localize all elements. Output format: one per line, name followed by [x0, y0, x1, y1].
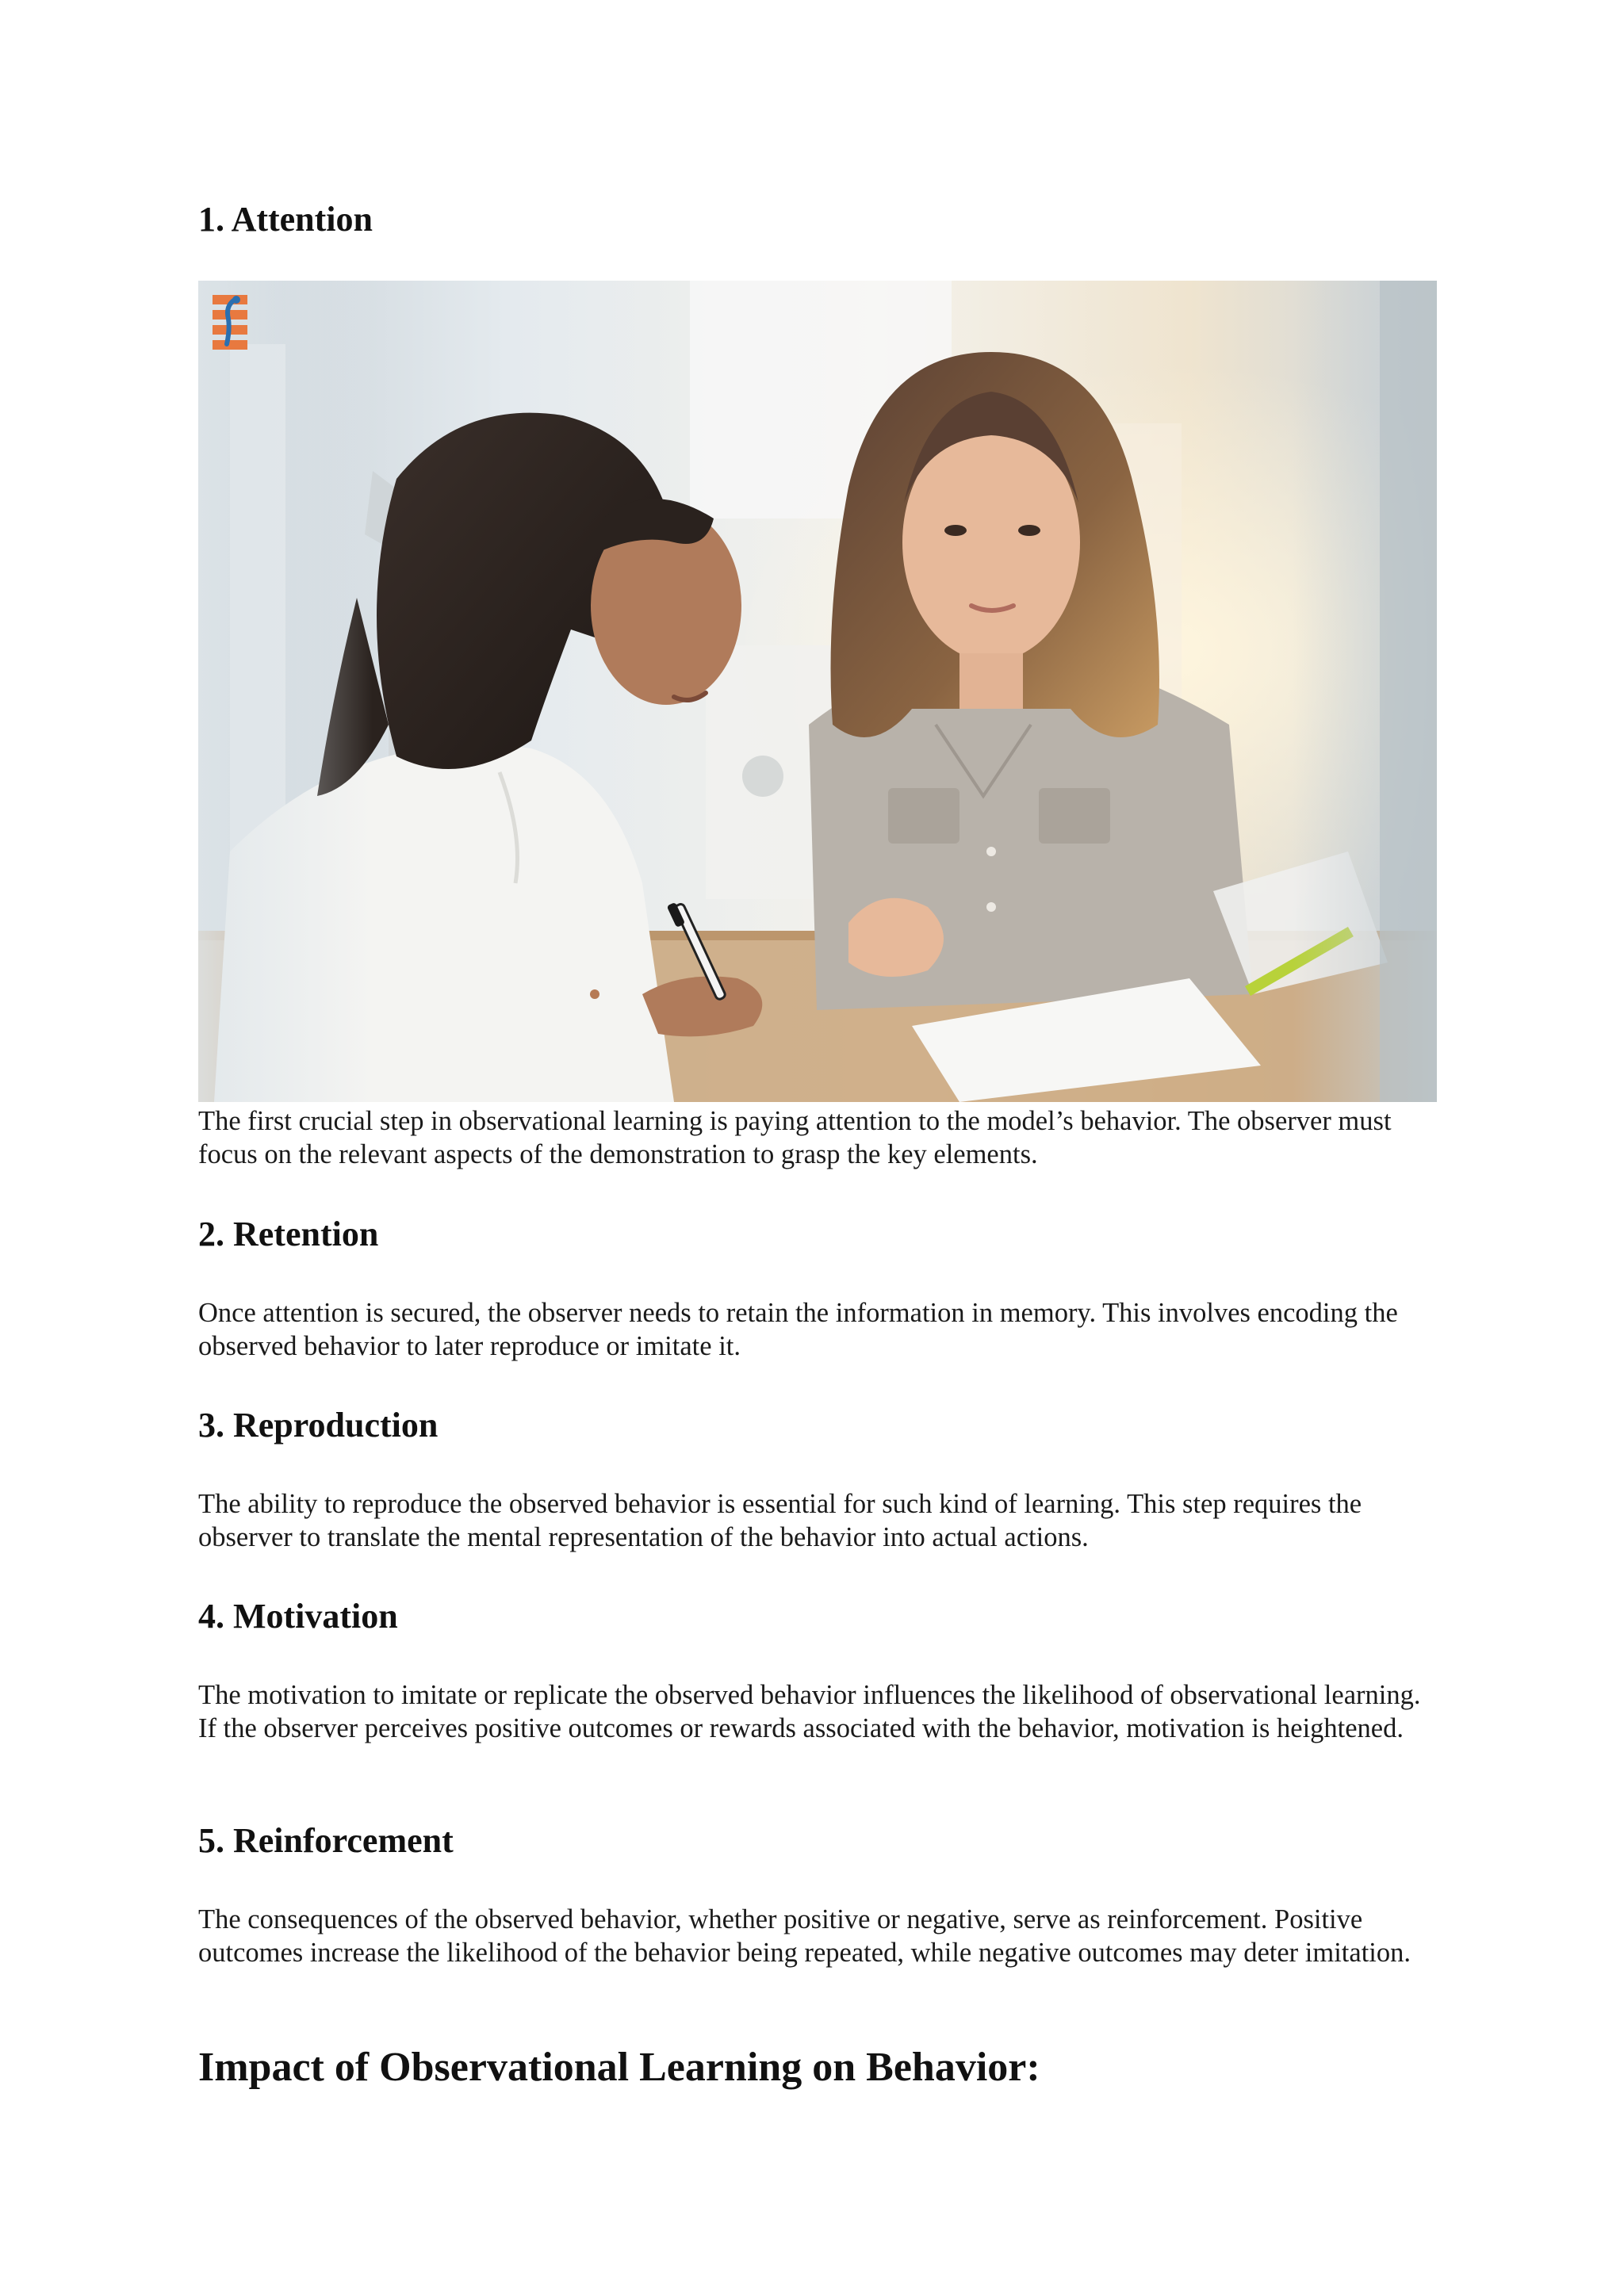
attention-photo [198, 281, 1437, 1102]
photo-illustration [198, 281, 1437, 1102]
stacked-bars-logo-icon [213, 295, 247, 350]
attention-paragraph: The first crucial step in observational learning is paying attention to the model’s behavior. The observer must focus on the relevant aspects of the demonstration to grasp the key elements. [198, 1106, 1392, 1169]
impact-heading: Impact of Observational Learning on Behavior: [198, 2045, 1040, 2090]
retention-paragraph: Once attention is secured, the observer needs to retain the information in memory. This involves encoding the observed behavior to later reproduce or imitate it. [198, 1298, 1398, 1361]
section-heading-reinforcement: 5. Reinforcement [198, 1821, 454, 1860]
section-heading-motivation: 4. Motivation [198, 1597, 398, 1636]
section-heading-retention: 2. Retention [198, 1215, 379, 1253]
reproduction-paragraph: The ability to reproduce the observed behavior is essential for such kind of learning. This step requires the observer to translate the mental representation of the behavior into actual actions. [198, 1489, 1362, 1552]
reinforcement-paragraph: The consequences of the observed behavior, whether positive or negative, serve as reinforcement. Positive outcomes increase the likelihood of the behavior being repeated, while negative outcomes may deter imitation. [198, 1904, 1411, 1968]
section-heading-reproduction: 3. Reproduction [198, 1406, 439, 1445]
section-heading-attention: 1. Attention [198, 200, 373, 239]
motivation-paragraph: The motivation to imitate or replicate the observed behavior influences the likelihood of observational learning. If the observer perceives positive outcomes or rewards associated with the behavior, motivation is heightened. [198, 1680, 1421, 1743]
